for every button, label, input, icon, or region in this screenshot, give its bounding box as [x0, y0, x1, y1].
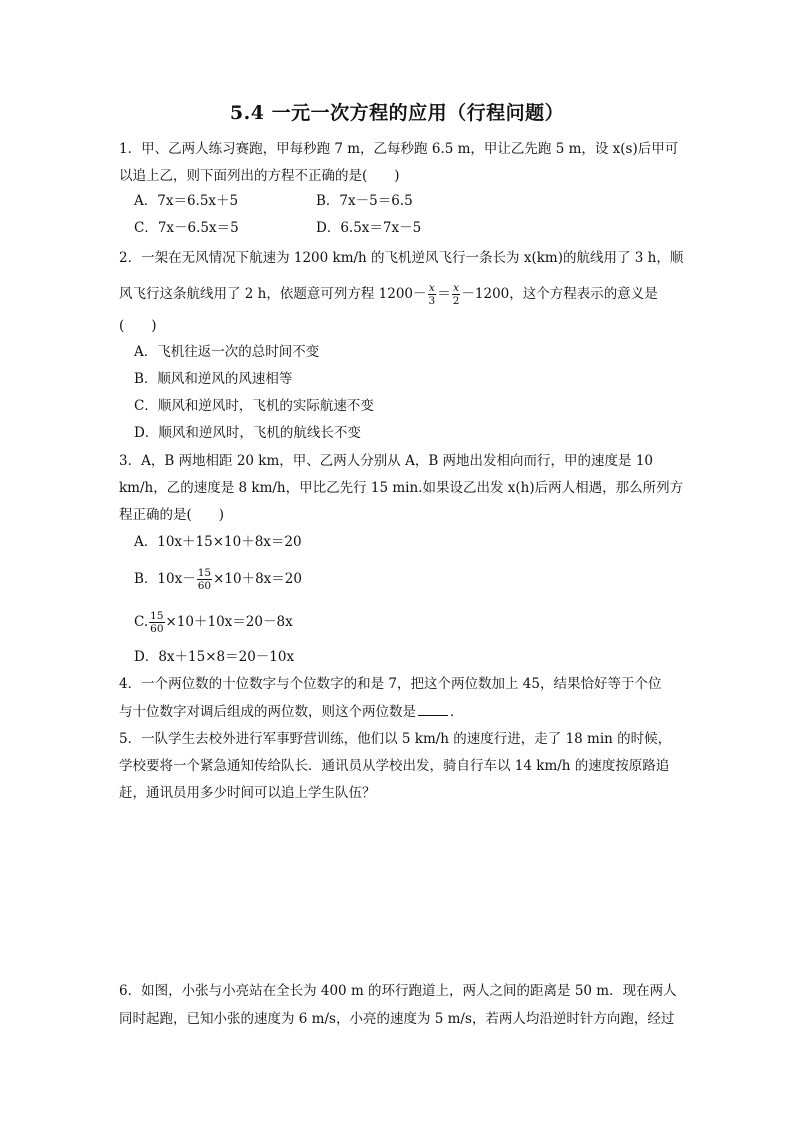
q2-line-2-pre: 风飞行这条航线用了 2 h，依题意可列方程 1200－ — [119, 286, 427, 302]
q4-line-2-post: ． — [450, 704, 464, 720]
q1-option-d: D．6.5x＝7x－5 — [316, 220, 422, 236]
q3-line-2: km/h，乙的速度是 8 km/h，甲比乙先行 15 min.如果设乙出发 x(h)后两人相遇，那么所列方 — [119, 480, 684, 496]
q2-fraction-2 — [452, 282, 461, 307]
q2-line-2-post: －1200，这个方程表示的意义是 — [461, 286, 658, 302]
q4-line-2 — [119, 701, 464, 722]
q2-fraction-1-denominator: 3 — [428, 295, 436, 307]
q3-option-c — [134, 610, 293, 635]
q4-line-1: 4．一个两位数的十位数字与个位数字的和是 7，把这个两位数加上 45，结果恰好等于个位 — [119, 676, 662, 692]
q4-line-2-pre: 与十位数字对调后组成的两位数，则这个两位数是 — [119, 704, 416, 720]
q6-line-1: 6．如图，小张与小亮站在全长为 400 m 的环行跑道上，两人之间的距离是 50 m．现在两人 — [119, 983, 677, 999]
q3-option-b-fraction — [197, 567, 212, 592]
q2-line-1: 2．一架在无风情况下航速为 1200 km/h 的飞机逆风飞行一条长为 x(km)的航线用了 3 h，顺 — [119, 250, 684, 266]
q2-option-a: A．飞机往返一次的总时间不变 — [134, 344, 320, 360]
q3-option-a: A．10x＋15×10＋8x＝20 — [134, 534, 302, 550]
q1-option-c: C．7x－6.5x＝5 — [134, 220, 239, 236]
q3-option-b — [134, 567, 302, 592]
q2-option-d: D．顺风和逆风时，飞机的航线长不变 — [134, 425, 361, 441]
page-title: 5.4 一元一次方程的应用（行程问题） — [229, 102, 565, 124]
q2-fraction-2-numerator: x — [453, 282, 459, 294]
q5-line-2: 学校要将一个紧急通知传给队长．通讯员从学校出发，骑自行车以 14 km/h 的速度按原路追 — [119, 758, 670, 774]
q6-line-2: 同时起跑，已知小张的速度为 6 m/s，小亮的速度为 5 m/s，若两人均沿逆时针方向跑，经过 — [119, 1011, 675, 1027]
q4-answer-blank[interactable] — [418, 701, 448, 716]
q1-option-b: B．7x－5＝6.5 — [316, 193, 413, 209]
q3-option-b-numerator: 15 — [197, 567, 212, 579]
q5-line-3: 赶，通讯员用多少时间可以追上学生队伍？ — [119, 785, 376, 801]
q3-option-b-denominator: 60 — [197, 580, 212, 592]
q3-line-3: 程正确的是( ) — [119, 507, 225, 523]
q1-line-1: 1．甲、乙两人练习赛跑，甲每秒跑 7 m，乙每秒跑 6.5 m，甲让乙先跑 5 m，设 x(s)后甲可 — [119, 141, 679, 157]
q2-fraction-1-numerator: x — [428, 282, 435, 294]
q3-option-c-pre: C. — [134, 614, 149, 630]
q3-option-d: D．8x＋15×8＝20－10x — [134, 649, 295, 665]
q3-option-c-denominator: 60 — [150, 623, 164, 635]
q2-fraction-1 — [428, 282, 437, 307]
q3-option-b-pre: B．10x－ — [134, 571, 196, 587]
q5-line-1: 5．一队学生去校外进行军事野营训练，他们以 5 km/h 的速度行进，走了 18 min 的时候， — [119, 731, 672, 747]
q2-fraction-2-denominator: 2 — [452, 295, 460, 307]
q2-option-b: B．顺风和逆风的风速相等 — [134, 371, 293, 387]
q3-option-c-post: ×10＋10x＝20－8x — [165, 614, 293, 630]
q3-option-b-post: ×10＋8x＝20 — [213, 571, 302, 587]
q3-option-c-fraction — [149, 610, 164, 635]
q1-line-2: 以追上乙，则下面列出的方程不正确的是( ) — [119, 168, 400, 184]
q3-option-c-numerator: 15 — [150, 610, 164, 622]
q1-option-a: A．7x＝6.5x＋5 — [134, 193, 239, 209]
q2-line-3: ( ) — [119, 318, 157, 334]
q2-line-2 — [119, 282, 658, 307]
q2-line-2-mid: ＝ — [437, 286, 451, 302]
q3-line-1: 3．A，B 两地相距 20 km，甲、乙两人分别从 A，B 两地出发相向而行，甲的速度是 10 — [119, 453, 654, 469]
q2-option-c: C．顺风和逆风时，飞机的实际航速不变 — [134, 398, 374, 414]
